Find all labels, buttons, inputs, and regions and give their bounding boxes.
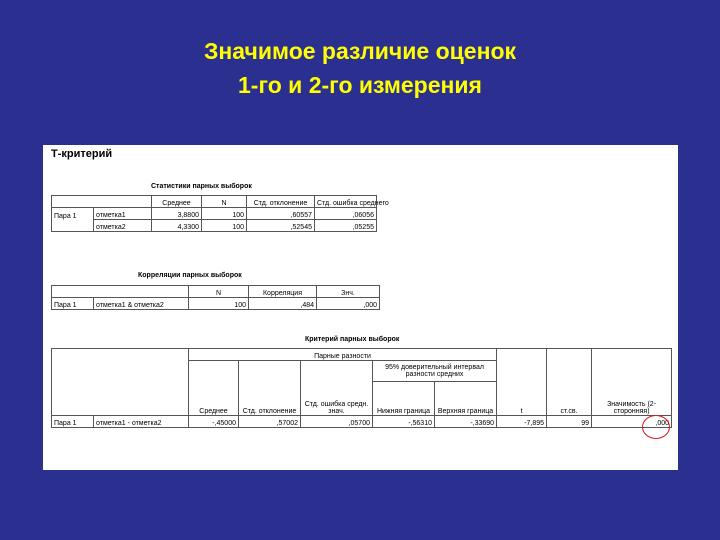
col-header: t	[497, 382, 547, 416]
pair-label: Пара 1	[52, 208, 94, 220]
paired-corr-caption: Корреляции парных выборок	[138, 272, 242, 279]
cell-n: 100	[202, 220, 247, 232]
col-header: Среднее	[189, 382, 239, 416]
table-header-row	[52, 382, 672, 416]
report-heading: Т-критерий	[51, 148, 113, 160]
col-header: Стд. отклонение	[247, 196, 315, 208]
cell-sd: ,57002	[239, 416, 301, 428]
col-header: Стд. ошибка среднего	[315, 196, 377, 208]
col-header: Стд. отклонение	[239, 382, 301, 416]
ci-header: 95% доверительный интервал разности средних	[373, 361, 497, 382]
cell-se: ,06056	[315, 208, 377, 220]
paired-stats-table	[51, 195, 389, 232]
cell-significance: ,000	[317, 298, 380, 310]
pair-label: Пара 1	[52, 298, 94, 310]
cell-se: ,05255	[315, 220, 377, 232]
paired-corr-table	[51, 285, 380, 310]
table-row	[52, 298, 380, 310]
table-row	[52, 220, 377, 232]
table-header-row	[52, 361, 672, 382]
group-header: Парные разности	[189, 349, 497, 361]
cell-mean: 4,3300	[152, 220, 202, 232]
cell-n: 100	[189, 298, 249, 310]
cell-sd: ,52545	[247, 220, 315, 232]
col-header: Значимость (2-сторонняя)	[592, 382, 672, 416]
col-header: Стд. ошибка средн. знач.	[301, 382, 373, 416]
slide-title-line-2: 1-го и 2-го измерения	[238, 72, 482, 98]
cell-se: ,05700	[301, 416, 373, 428]
variable-name: отметка2	[94, 220, 152, 232]
cell-mean: -,45000	[189, 416, 239, 428]
col-header: Среднее	[152, 196, 202, 208]
variable-name: отметка1	[94, 208, 152, 220]
cell-n: 100	[202, 208, 247, 220]
spss-output-panel	[43, 145, 678, 470]
table-row	[52, 416, 672, 428]
paired-test-caption: Критерий парных выборок	[305, 336, 400, 343]
col-header: Корреляция	[249, 286, 317, 298]
cell-correlation: ,484	[249, 298, 317, 310]
col-header: N	[202, 196, 247, 208]
table-header-row	[52, 196, 377, 208]
paired-test-table	[51, 348, 672, 428]
col-header: Знч.	[317, 286, 380, 298]
variable-name: отметка1 - отметка2	[94, 416, 189, 428]
significance-highlight-circle	[642, 415, 670, 439]
cell-sd: ,60557	[247, 208, 315, 220]
cell-df: 99	[547, 416, 592, 428]
pair-label: Пара 1	[52, 416, 94, 428]
col-header: Верхняя граница	[435, 382, 497, 416]
slide-title-line-1: Значимое различие оценок	[203, 38, 517, 64]
cell-mean: 3,8800	[152, 208, 202, 220]
cell-significance: ,000	[592, 416, 672, 428]
table-header-row	[52, 349, 672, 361]
cell-t: -7,895	[497, 416, 547, 428]
slide-title	[0, 34, 720, 102]
cell-ci-lower: -,56310	[373, 416, 435, 428]
table-row	[52, 208, 377, 220]
table-header-row	[52, 286, 380, 298]
col-header: Нижняя граница	[373, 382, 435, 416]
col-header: ст.св.	[547, 382, 592, 416]
cell-ci-upper: -,33690	[435, 416, 497, 428]
col-header: N	[189, 286, 249, 298]
variable-name: отметка1 & отметка2	[94, 298, 189, 310]
paired-stats-caption: Статистики парных выборок	[151, 183, 252, 190]
